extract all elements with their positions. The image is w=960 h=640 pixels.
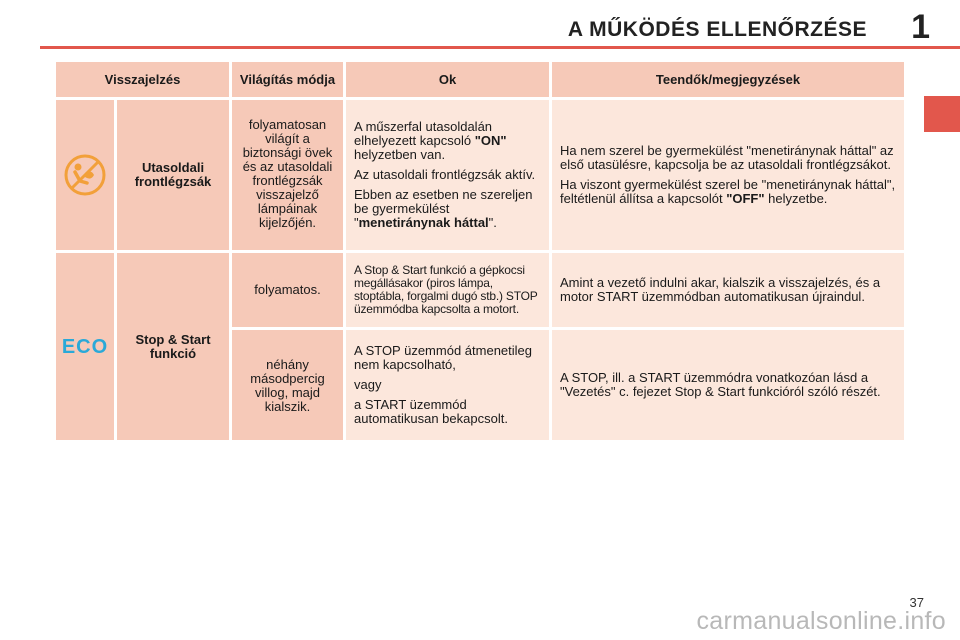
column-header-lighting: Világítás módja <box>232 62 343 97</box>
page-title: A MŰKÖDÉS ELLENŐRZÉSE <box>567 18 867 41</box>
stopstart-cause-2 <box>346 330 549 440</box>
stopstart-cause-1 <box>346 253 549 327</box>
page-number: 37 <box>909 595 924 610</box>
airbag-icon-cell <box>56 100 114 250</box>
airbag-cause-p1: A műszerfal utasoldalán elhelyezett kapcsoló "ON" helyzetben van. <box>354 119 507 162</box>
chapter-tab <box>924 96 960 132</box>
airbag-action <box>552 100 904 250</box>
stopstart-mode-1: folyamatos. <box>232 253 343 327</box>
stopstart-cause-1-text: A Stop & Start funkció a gépkocsi megállásakor (piros lámpa, stoptábla, forgalmi dugó stb.) STOP üzemmódba kapcsolta a motort. <box>354 263 538 316</box>
stopstart-cause-2-p2: vagy <box>354 377 382 392</box>
column-header-cause: Ok <box>346 62 549 97</box>
eco-icon-cell <box>56 253 114 440</box>
header-rule <box>40 46 960 49</box>
airbag-action-p1: Ha nem szerel be gyermekülést "menetiránynak háttal" az első utasülésre, kapcsolja be az utasoldali frontlégzsákot. <box>560 143 894 172</box>
airbag-lighting-mode: folyamatosan világít a biztonsági övek és az utasoldali frontlégzsák visszajelző lámpáinak kijelzőjén. <box>232 100 343 250</box>
stopstart-name: Stop & Start funkció <box>117 253 229 440</box>
stopstart-action-2 <box>552 330 904 440</box>
stopstart-action-1-text: Amint a vezető indulni akar, kialszik a visszajelzés, és a motor START üzemmódban automatikusan újraindul. <box>560 275 881 304</box>
stopstart-action-1 <box>552 253 904 327</box>
watermark: carmanualsonline.info <box>696 607 946 635</box>
stopstart-mode-2: néhány másodpercig villog, majd kialszik. <box>232 330 343 440</box>
airbag-name: Utasoldali frontlégzsák <box>117 100 229 250</box>
eco-icon: ECO <box>61 335 109 358</box>
column-header-indicator: Visszajelzés <box>56 62 229 97</box>
stopstart-action-2-text: A STOP, ill. a START üzemmódra vonatkozóan lásd a "Vezetés" c. fejezet Stop & Start funkcióról szóló részét. <box>560 370 881 399</box>
column-header-action: Teendők/megjegyzések <box>552 62 904 97</box>
airbag-cause <box>346 100 549 250</box>
airbag-off-icon <box>63 153 107 197</box>
airbag-cause-p3: Ebben az esetben ne szereljen be gyermekülést "menetiránynak háttal". <box>354 187 533 230</box>
chapter-number: 1 <box>911 8 930 46</box>
stopstart-cause-2-p1: A STOP üzemmód átmenetileg nem kapcsolható, <box>354 343 533 372</box>
warning-table <box>56 62 904 440</box>
airbag-cause-p2: Az utasoldali frontlégzsák aktív. <box>354 167 536 182</box>
stopstart-cause-2-p3: a START üzemmód automatikusan bekapcsolt. <box>354 397 508 426</box>
airbag-action-p2: Ha viszont gyermekülést szerel be "menetiránynak háttal", feltétlenül állítsa a kapcsolót "OFF" helyzetbe. <box>560 177 896 206</box>
